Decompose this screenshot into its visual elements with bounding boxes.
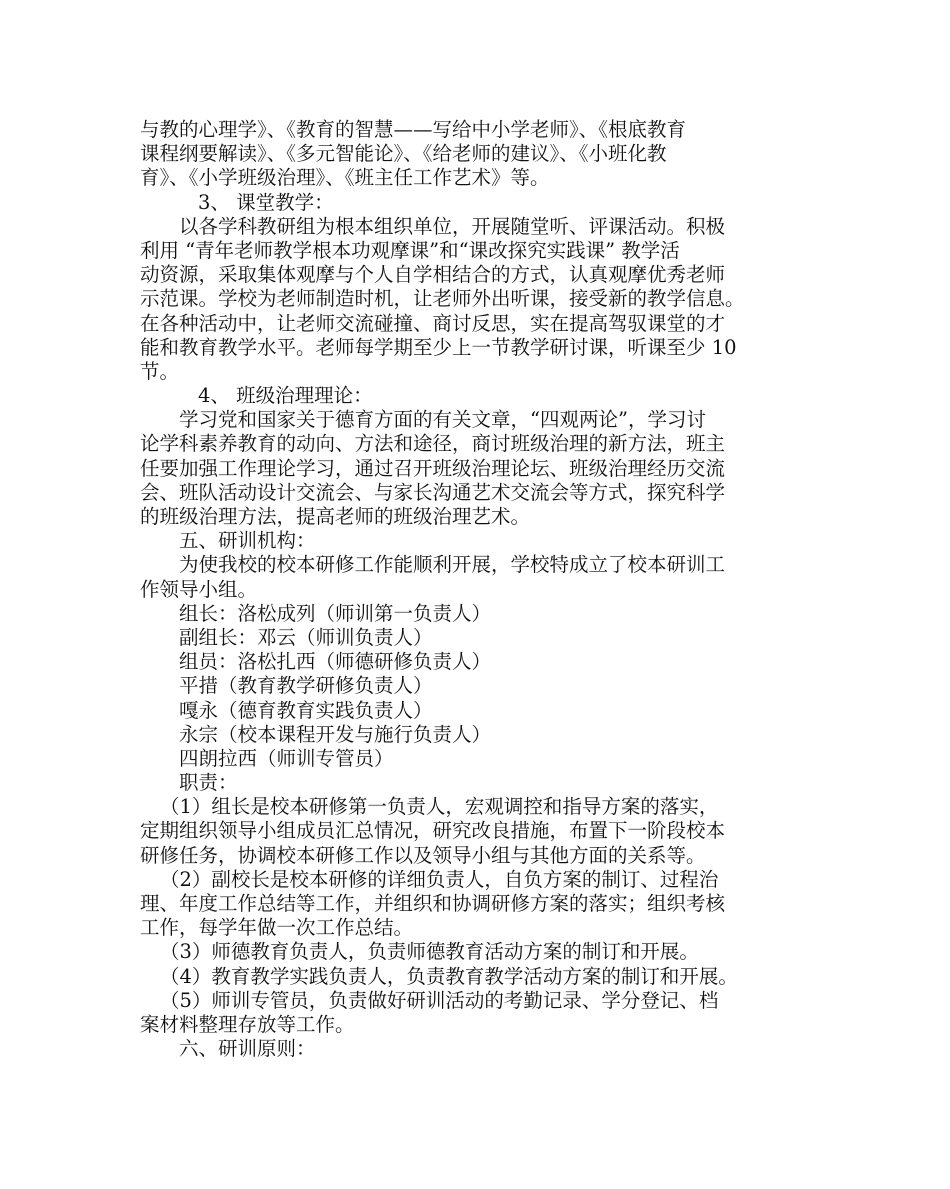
- text-line: 育》、《小学班级治理》、《班主任工作艺术》等。: [140, 166, 550, 190]
- paragraph-start: 为使我校的校本研修工作能顺利开展，学校特成立了校本研训工: [179, 553, 726, 577]
- duty-item: （4）教育教学实践负责人，负责教育教学活动方案的制订和开展。: [160, 964, 738, 988]
- member-line: 副组长：邓云（师训负责人）: [179, 625, 433, 649]
- text-line: 示范课。学校为老师制造时机，让老师外出听课，接受新的教学信息。: [140, 287, 745, 311]
- text-line: 会、班队活动设计交流会、与家长沟通艺术交流会等方式，探究科学: [140, 480, 726, 504]
- member-line: 四朗拉西（师训专管员）: [179, 746, 394, 770]
- text-line: 动资源，采取集体观摩与个人自学相结合的方式，认真观摩优秀老师: [140, 263, 726, 287]
- text-line: 与教的心理学》、《教育的智慧——写给中小学老师》、《根底教育: [140, 118, 687, 141]
- text-line: 案材料整理存放等工作。: [140, 1012, 355, 1036]
- text-line: 论学科素养教育的动向、方法和途径，商讨班级治理的新方法，班主: [140, 432, 726, 456]
- member-line: 平措（教育教学研修负责人）: [179, 674, 433, 698]
- text-line: 在各种活动中，让老师交流碰撞、商讨反思，实在提高驾驭课堂的才: [140, 311, 726, 335]
- section-heading: 4、 班级治理理论：: [198, 384, 373, 408]
- text-line: 利用 “青年老师教学根本功观摩课”和“课改探究实践课” 教学活: [140, 238, 680, 262]
- paragraph-start: 以各学科教研组为根本组织单位，开展随堂听、评课活动。积极: [179, 214, 726, 238]
- duty-item: （2）副校长是校本研修的详细负责人，自负方案的制订、过程治: [160, 867, 719, 891]
- text-line: 能和教育教学水平。老师每学期至少上一节教学研讨课，听课至少 10: [140, 335, 737, 359]
- text-line: 作领导小组。: [140, 577, 258, 601]
- duty-item: （1）组长是校本研修第一负责人，宏观调控和指导方案的落实，: [160, 795, 719, 819]
- duty-item: （3）师德教育负责人，负责师德教育活动方案的制订和开展。: [160, 940, 699, 964]
- duties-heading: 职责：: [179, 771, 238, 795]
- section-heading: 3、 课堂教学：: [198, 190, 334, 214]
- text-line: 定期组织领导小组成员汇总情况，研究改良措施，布置下一阶段校本: [140, 819, 726, 843]
- text-line: 研修任务，协调校本研修工作以及领导小组与其他方面的关系等。: [140, 843, 706, 867]
- duty-item: （5）师训专管员，负责做好研训活动的考勤记录、学分登记、档: [160, 988, 719, 1012]
- document-page: [140, 118, 820, 1061]
- text-line: 节。: [140, 359, 180, 383]
- member-line: 永宗（校本课程开发与施行负责人）: [179, 722, 492, 746]
- paragraph-start: 学习党和国家关于德育方面的有关文章，“四观两论”，学习讨: [179, 408, 706, 432]
- text-line: 理、年度工作总结等工作，并组织和协调研修方案的落实；组织考核: [140, 892, 726, 915]
- text-line: 课程纲要解读》、《多元智能论》、《给老师的建议》、《小班化教: [140, 142, 667, 166]
- section-heading: 五、研训机构：: [179, 529, 316, 553]
- member-line: 组长：洛松成列（师训第一负责人）: [179, 601, 492, 625]
- text-line: 的班级治理方法，提高老师的班级治理艺术。: [140, 505, 531, 528]
- text-line: 任要加强工作理论学习，通过召开班级治理论坛、班级治理经历交流: [140, 456, 726, 480]
- section-heading: 六、研训原则：: [179, 1037, 316, 1061]
- text-line: 工作，每学年做一次工作总结。: [140, 916, 414, 940]
- member-line: 嘎永（德育教育实践负责人）: [179, 698, 433, 722]
- member-line: 组员：洛松扎西（师德研修负责人）: [179, 650, 492, 674]
